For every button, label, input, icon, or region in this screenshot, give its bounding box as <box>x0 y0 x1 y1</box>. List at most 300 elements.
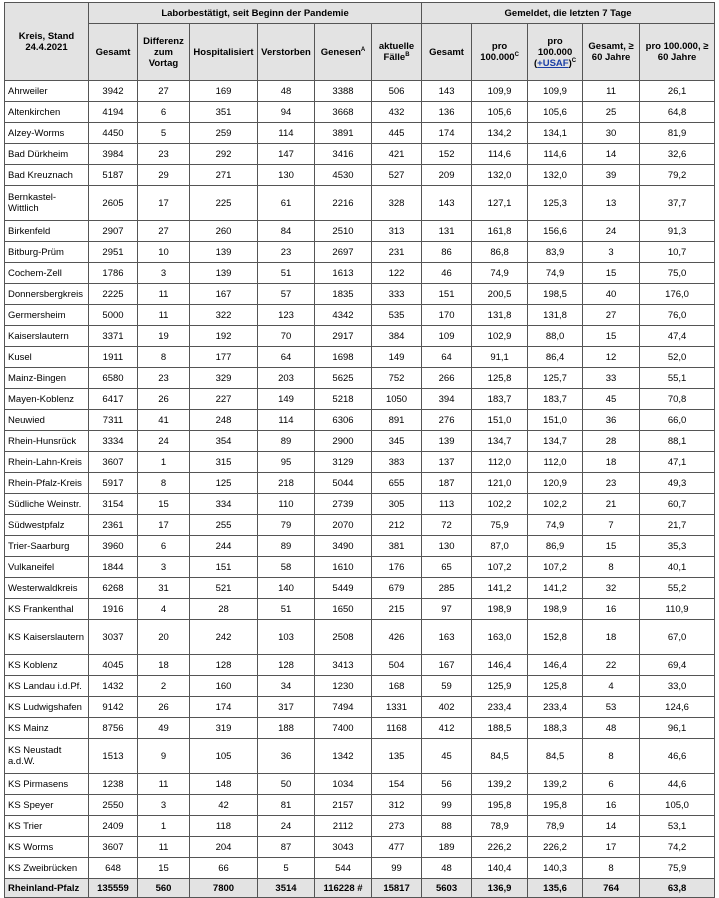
table-cell: 64,8 <box>640 102 715 123</box>
table-cell: 86,9 <box>528 536 583 557</box>
table-cell: 19 <box>138 326 190 347</box>
table-cell: 5044 <box>315 473 372 494</box>
table-cell: 1610 <box>315 557 372 578</box>
table-cell: 49,3 <box>640 473 715 494</box>
table-cell: 21,7 <box>640 515 715 536</box>
table-cell: 1230 <box>315 676 372 697</box>
table-cell: 70,8 <box>640 389 715 410</box>
table-cell: 17 <box>138 515 190 536</box>
table-cell: 136 <box>422 102 472 123</box>
table-cell: 69,4 <box>640 655 715 676</box>
table-cell: 45 <box>583 389 640 410</box>
table-row <box>5 81 715 102</box>
table-cell: 9142 <box>89 697 138 718</box>
table-cell: 88,1 <box>640 431 715 452</box>
table-cell: 135 <box>372 739 422 774</box>
table-cell: 22 <box>583 655 640 676</box>
kreis-name: Mainz-Bingen <box>5 368 89 389</box>
table-cell: 35,3 <box>640 536 715 557</box>
table-cell: 5 <box>138 123 190 144</box>
table-cell: 12 <box>583 347 640 368</box>
table-cell: 32 <box>583 578 640 599</box>
table-cell: 4450 <box>89 123 138 144</box>
table-cell: 75,9 <box>640 858 715 879</box>
table-cell: 139,2 <box>528 774 583 795</box>
table-cell: 147 <box>258 144 315 165</box>
table-cell: 163 <box>422 620 472 655</box>
total-cell: Rheinland-Pfalz <box>5 879 89 898</box>
table-cell: 28 <box>583 431 640 452</box>
table-cell: 67,0 <box>640 620 715 655</box>
table-cell: 64 <box>422 347 472 368</box>
table-cell: 5187 <box>89 165 138 186</box>
table-row <box>5 739 715 774</box>
table-cell: 4194 <box>89 102 138 123</box>
table-cell: 1238 <box>89 774 138 795</box>
table-cell: 141,2 <box>472 578 528 599</box>
table-cell: 103 <box>258 620 315 655</box>
header-aktuelle-faelle: aktuelle Fälle$^B$ <box>372 24 422 81</box>
table-cell: 84,5 <box>528 739 583 774</box>
table-cell: 2409 <box>89 816 138 837</box>
table-cell: 477 <box>372 837 422 858</box>
table-cell: 15 <box>138 494 190 515</box>
table-cell: 3 <box>138 263 190 284</box>
table-cell: 17 <box>583 837 640 858</box>
table-cell: 134,1 <box>528 123 583 144</box>
table-cell: 2951 <box>89 242 138 263</box>
table-cell: 412 <box>422 718 472 739</box>
table-cell: 88,0 <box>528 326 583 347</box>
table-cell: 66,0 <box>640 410 715 431</box>
table-cell: 102,2 <box>472 494 528 515</box>
table-cell: 36 <box>258 739 315 774</box>
table-cell: 535 <box>372 305 422 326</box>
table-cell: 3334 <box>89 431 138 452</box>
table-cell: 7 <box>583 515 640 536</box>
table-cell: 139,2 <box>472 774 528 795</box>
table-cell: 2739 <box>315 494 372 515</box>
table-cell: 3942 <box>89 81 138 102</box>
usaf-link[interactable]: +USAF <box>537 57 569 69</box>
table-cell: 51 <box>258 263 315 284</box>
table-row <box>5 473 715 494</box>
table-cell: 322 <box>190 305 258 326</box>
table-cell: 27 <box>583 305 640 326</box>
table-cell: 5917 <box>89 473 138 494</box>
kreis-name: Germersheim <box>5 305 89 326</box>
table-cell: 128 <box>258 655 315 676</box>
table-cell: 4342 <box>315 305 372 326</box>
table-cell: 305 <box>372 494 422 515</box>
table-cell: 132,0 <box>472 165 528 186</box>
table-body <box>5 81 715 879</box>
kreis-name: Bad Kreuznach <box>5 165 89 186</box>
kreis-name: Mayen-Koblenz <box>5 389 89 410</box>
table-cell: 167 <box>190 284 258 305</box>
table-cell: 1844 <box>89 557 138 578</box>
table-cell: 120,9 <box>528 473 583 494</box>
table-cell: 752 <box>372 368 422 389</box>
kreis-name: Südwestpfalz <box>5 515 89 536</box>
table-cell: 273 <box>372 816 422 837</box>
header-group-laborbestaetigt: Laborbestätigt, seit Beginn der Pandemie <box>89 3 422 24</box>
table-cell: 10,7 <box>640 242 715 263</box>
table-cell: 319 <box>190 718 258 739</box>
table-cell: 1034 <box>315 774 372 795</box>
table-cell: 3891 <box>315 123 372 144</box>
table-cell: 78,9 <box>472 816 528 837</box>
table-cell: 125,9 <box>472 676 528 697</box>
table-row <box>5 620 715 655</box>
table-cell: 26 <box>138 389 190 410</box>
table-cell: 1168 <box>372 718 422 739</box>
table-cell: 192 <box>190 326 258 347</box>
table-row <box>5 305 715 326</box>
table-cell: 195,8 <box>472 795 528 816</box>
table-cell: 60,7 <box>640 494 715 515</box>
table-cell: 99 <box>372 858 422 879</box>
table-cell: 83,9 <box>528 242 583 263</box>
table-cell: 255 <box>190 515 258 536</box>
table-cell: 1050 <box>372 389 422 410</box>
table-cell: 21 <box>583 494 640 515</box>
table-cell: 74,9 <box>528 263 583 284</box>
table-cell: 47,1 <box>640 452 715 473</box>
table-cell: 4 <box>583 676 640 697</box>
table-cell: 17 <box>138 186 190 221</box>
table-cell: 52,0 <box>640 347 715 368</box>
table-cell: 79 <box>258 515 315 536</box>
table-row <box>5 165 715 186</box>
table-cell: 176,0 <box>640 284 715 305</box>
table-cell: 276 <box>422 410 472 431</box>
table-cell: 394 <box>422 389 472 410</box>
table-cell: 6 <box>138 536 190 557</box>
kreis-name: KS Mainz <box>5 718 89 739</box>
table-cell: 113 <box>422 494 472 515</box>
table-cell: 5449 <box>315 578 372 599</box>
table-row <box>5 697 715 718</box>
table-cell: 24 <box>258 816 315 837</box>
table-cell: 66 <box>190 858 258 879</box>
table-cell: 189 <box>422 837 472 858</box>
table-cell: 99 <box>422 795 472 816</box>
table-cell: 6268 <box>89 578 138 599</box>
table-cell: 154 <box>372 774 422 795</box>
table-cell: 163,0 <box>472 620 528 655</box>
table-cell: 130 <box>422 536 472 557</box>
table-cell: 39 <box>583 165 640 186</box>
table-row <box>5 102 715 123</box>
table-cell: 45 <box>422 739 472 774</box>
table-cell: 143 <box>422 186 472 221</box>
table-cell: 11 <box>138 305 190 326</box>
table-cell: 11 <box>138 837 190 858</box>
table-cell: 544 <box>315 858 372 879</box>
table-cell: 244 <box>190 536 258 557</box>
kreis-name: Cochem-Zell <box>5 263 89 284</box>
table-cell: 151,0 <box>472 410 528 431</box>
header-pro-100k: pro $100.000^C$ <box>472 24 528 81</box>
table-cell: 198,5 <box>528 284 583 305</box>
table-cell: 146,4 <box>528 655 583 676</box>
table-cell: 5218 <box>315 389 372 410</box>
table-row <box>5 242 715 263</box>
kreis-name: Kusel <box>5 347 89 368</box>
table-cell: 3 <box>583 242 640 263</box>
table-cell: 91,3 <box>640 221 715 242</box>
kreis-name: KS Frankenthal <box>5 599 89 620</box>
table-cell: 2 <box>138 676 190 697</box>
table-row <box>5 347 715 368</box>
table-cell: 4530 <box>315 165 372 186</box>
table-cell: 3154 <box>89 494 138 515</box>
table-cell: 3960 <box>89 536 138 557</box>
table-cell: 384 <box>372 326 422 347</box>
table-cell: 161,8 <box>472 221 528 242</box>
table-cell: 7311 <box>89 410 138 431</box>
table-cell: 152,8 <box>528 620 583 655</box>
table-cell: 14 <box>583 144 640 165</box>
table-cell: 15 <box>583 326 640 347</box>
table-cell: 177 <box>190 347 258 368</box>
table-row <box>5 326 715 347</box>
table-cell: 2900 <box>315 431 372 452</box>
table-cell: 11 <box>138 284 190 305</box>
table-cell: 527 <box>372 165 422 186</box>
table-cell: 8 <box>138 347 190 368</box>
table-cell: 23 <box>583 473 640 494</box>
table-cell: 102,9 <box>472 326 528 347</box>
table-cell: 143 <box>422 81 472 102</box>
table-cell: 521 <box>190 578 258 599</box>
table-cell: 3388 <box>315 81 372 102</box>
table-cell: 114,6 <box>528 144 583 165</box>
table-cell: 3416 <box>315 144 372 165</box>
table-cell: 1342 <box>315 739 372 774</box>
table-cell: 3129 <box>315 452 372 473</box>
table-row <box>5 144 715 165</box>
kreis-name: Birkenfeld <box>5 221 89 242</box>
table-cell: 381 <box>372 536 422 557</box>
table-cell: 7400 <box>315 718 372 739</box>
table-cell: 134,2 <box>472 123 528 144</box>
table-cell: 16 <box>583 795 640 816</box>
table-cell: 37,7 <box>640 186 715 221</box>
table-cell: 8756 <box>89 718 138 739</box>
table-cell: 1513 <box>89 739 138 774</box>
table-cell: 18 <box>138 655 190 676</box>
table-cell: 86,4 <box>528 347 583 368</box>
table-cell: 167 <box>422 655 472 676</box>
table-cell: 7494 <box>315 697 372 718</box>
table-cell: 61 <box>258 186 315 221</box>
table-cell: 40 <box>583 284 640 305</box>
total-cell: 560 <box>138 879 190 898</box>
table-cell: 9 <box>138 739 190 774</box>
kreis-name: KS Landau i.d.Pf. <box>5 676 89 697</box>
total-cell: 3514 <box>258 879 315 898</box>
kreis-name: Rhein-Lahn-Kreis <box>5 452 89 473</box>
table-row <box>5 816 715 837</box>
table-cell: 5000 <box>89 305 138 326</box>
table-cell: 3984 <box>89 144 138 165</box>
table-cell: 160 <box>190 676 258 697</box>
table-cell: 87,0 <box>472 536 528 557</box>
table-row <box>5 263 715 284</box>
table-cell: 152 <box>422 144 472 165</box>
table-row <box>5 389 715 410</box>
table-cell: 2112 <box>315 816 372 837</box>
table-cell: 187 <box>422 473 472 494</box>
table-cell: 58 <box>258 557 315 578</box>
total-cell: 764 <box>583 879 640 898</box>
kreis-name: KS Pirmasens <box>5 774 89 795</box>
table-cell: 209 <box>422 165 472 186</box>
table-cell: 30 <box>583 123 640 144</box>
table-cell: 655 <box>372 473 422 494</box>
header-pro-100k-60: pro 100.000, ≥ 60 Jahre <box>640 24 715 81</box>
kreis-name: Rhein-Hunsrück <box>5 431 89 452</box>
table-cell: 20 <box>138 620 190 655</box>
table-row <box>5 536 715 557</box>
table-cell: 1331 <box>372 697 422 718</box>
table-cell: 3043 <box>315 837 372 858</box>
table-cell: 50 <box>258 774 315 795</box>
kreis-name: Vulkaneifel <box>5 557 89 578</box>
table-cell: 74,2 <box>640 837 715 858</box>
table-cell: 11 <box>138 774 190 795</box>
table-cell: 33,0 <box>640 676 715 697</box>
table-cell: 107,2 <box>472 557 528 578</box>
table-row <box>5 795 715 816</box>
table-cell: 15 <box>138 858 190 879</box>
table-cell: 5 <box>258 858 315 879</box>
kreis-name: Trier-Saarburg <box>5 536 89 557</box>
table-cell: 70 <box>258 326 315 347</box>
table-cell: 313 <box>372 221 422 242</box>
table-cell: 156,6 <box>528 221 583 242</box>
table-cell: 432 <box>372 102 422 123</box>
header-hospitalisiert: Hospitalisiert <box>190 24 258 81</box>
kreis-name: Alzey-Worms <box>5 123 89 144</box>
table-cell: 200,5 <box>472 284 528 305</box>
header-gesamt-60: Gesamt, ≥ 60 Jahre <box>583 24 640 81</box>
total-cell: 7800 <box>190 879 258 898</box>
table-cell: 139 <box>422 431 472 452</box>
table-cell: 2510 <box>315 221 372 242</box>
table-cell: 26,1 <box>640 81 715 102</box>
table-cell: 3037 <box>89 620 138 655</box>
table-cell: 679 <box>372 578 422 599</box>
table-cell: 212 <box>372 515 422 536</box>
table-cell: 48 <box>583 718 640 739</box>
table-cell: 132,0 <box>528 165 583 186</box>
table-cell: 55,1 <box>640 368 715 389</box>
table-cell: 47,4 <box>640 326 715 347</box>
table-cell: 3490 <box>315 536 372 557</box>
table-cell: 2508 <box>315 620 372 655</box>
table-cell: 46 <box>422 263 472 284</box>
table-cell: 351 <box>190 102 258 123</box>
table-cell: 53 <box>583 697 640 718</box>
table-cell: 329 <box>190 368 258 389</box>
table-cell: 24 <box>583 221 640 242</box>
table-cell: 41 <box>138 410 190 431</box>
table-cell: 14 <box>583 816 640 837</box>
table-cell: 53,1 <box>640 816 715 837</box>
table-cell: 8 <box>138 473 190 494</box>
table-cell: 3 <box>138 557 190 578</box>
table-cell: 1 <box>138 816 190 837</box>
table-cell: 1432 <box>89 676 138 697</box>
table-cell: 57 <box>258 284 315 305</box>
kreis-name: Altenkirchen <box>5 102 89 123</box>
kreis-name: KS Zweibrücken <box>5 858 89 879</box>
table-row <box>5 284 715 305</box>
kreis-name: Neuwied <box>5 410 89 431</box>
table-cell: 2917 <box>315 326 372 347</box>
table-cell: 23 <box>138 144 190 165</box>
table-cell: 141,2 <box>528 578 583 599</box>
table-cell: 421 <box>372 144 422 165</box>
table-cell: 139 <box>190 242 258 263</box>
table-row <box>5 431 715 452</box>
table-cell: 383 <box>372 452 422 473</box>
table-cell: 648 <box>89 858 138 879</box>
table-cell: 137 <box>422 452 472 473</box>
table-cell: 285 <box>422 578 472 599</box>
header-7d-gesamt: Gesamt <box>422 24 472 81</box>
table-cell: 97 <box>422 599 472 620</box>
kreis-name: Ahrweiler <box>5 81 89 102</box>
table-cell: 78,9 <box>528 816 583 837</box>
table-cell: 114 <box>258 410 315 431</box>
table-row <box>5 676 715 697</box>
table-cell: 109,9 <box>528 81 583 102</box>
table-cell: 8 <box>583 858 640 879</box>
kreis-name: KS Koblenz <box>5 655 89 676</box>
table-cell: 13 <box>583 186 640 221</box>
table-cell: 271 <box>190 165 258 186</box>
table-cell: 124,6 <box>640 697 715 718</box>
table-cell: 204 <box>190 837 258 858</box>
table-cell: 81 <box>258 795 315 816</box>
table-cell: 114 <box>258 123 315 144</box>
header-verstorben: Verstorben <box>258 24 315 81</box>
table-cell: 174 <box>190 697 258 718</box>
table-cell: 26 <box>138 697 190 718</box>
table-cell: 2697 <box>315 242 372 263</box>
table-cell: 148 <box>190 774 258 795</box>
table-cell: 15 <box>583 263 640 284</box>
header-group-7-tage: Gemeldet, die letzten 7 Tage <box>422 3 715 24</box>
table-cell: 49 <box>138 718 190 739</box>
header-genesen: Genesen$^A$ <box>315 24 372 81</box>
kreis-name: KS Ludwigshafen <box>5 697 89 718</box>
kreis-name: Donnersbergkreis <box>5 284 89 305</box>
table-cell: 176 <box>372 557 422 578</box>
table-cell: 125,3 <box>528 186 583 221</box>
table-cell: 74,9 <box>472 263 528 284</box>
table-cell: 2157 <box>315 795 372 816</box>
table-cell: 169 <box>190 81 258 102</box>
table-row <box>5 123 715 144</box>
table-row <box>5 718 715 739</box>
table-cell: 227 <box>190 389 258 410</box>
table-cell: 8 <box>583 739 640 774</box>
